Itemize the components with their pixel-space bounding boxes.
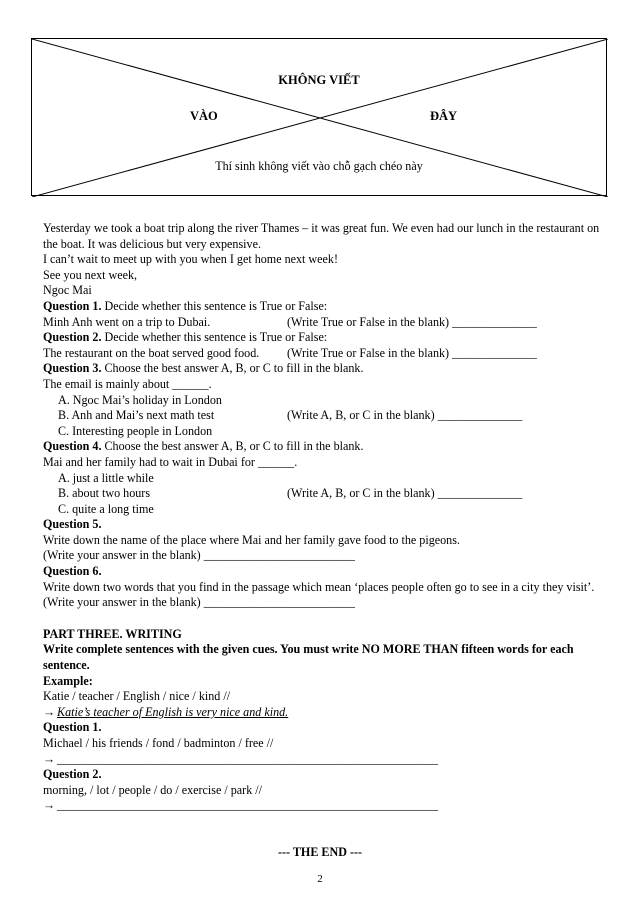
- question-3-option-a: A. Ngoc Mai’s holiday in London: [58, 392, 222, 407]
- question-5-answer-blank[interactable]: (Write your answer in the blank) _________________________: [43, 548, 355, 563]
- passage-line: I can’t wait to meet up with you when I get home next week!: [43, 252, 338, 267]
- page-number: 2: [317, 873, 323, 885]
- question-3-option-c: C. Interesting people in London: [58, 423, 213, 438]
- writing-question-2-answer-row: [43, 798, 613, 814]
- question-2-instruction: Decide whether this sentence is True or False:: [101, 330, 328, 345]
- question-1-instruction: Decide whether this sentence is True or False:: [101, 298, 328, 313]
- question-5-label: Question 5.: [43, 517, 102, 532]
- question-5-instruction: Write down the name of the place where Mai and her family gave food to the pigeons.: [43, 532, 460, 547]
- writing-question-2-answer-blank[interactable]: _______________________________________________________________: [57, 798, 438, 813]
- passage-paragraph: Yesterday we took a boat trip along the river Thames – it was great fun. We even had our lunch in the restaurant on the boat. It was delicious but very expensive.: [43, 221, 600, 251]
- writing-question-2-cue: morning, / lot / people / do / exercise / park //: [43, 782, 262, 797]
- question-4-answer-blank[interactable]: (Write A, B, or C in the blank) ______________: [287, 486, 523, 501]
- question-3-option-b-row: [43, 408, 613, 424]
- the-end-marker: --- THE END ---: [277, 845, 363, 859]
- section-gap: [43, 611, 613, 627]
- question-2-answer-blank[interactable]: (Write True or False in the blank) ______________: [287, 345, 537, 360]
- question-3-instruction: Choose the best answer A, B, or C to fill in the blank.: [101, 361, 364, 376]
- arrow-icon: →: [43, 704, 56, 719]
- question-6-instruction: Write down two words that you find in the passage which mean ‘places people often go to see in a city they visit’.: [43, 579, 595, 594]
- question-3-label: Question 3.: [43, 361, 102, 376]
- question-4-option-b-row: [43, 486, 613, 502]
- no-write-box: [31, 38, 607, 196]
- question-6-answer-blank[interactable]: (Write your answer in the blank) _________________________: [43, 595, 355, 610]
- writing-question-1-answer-blank[interactable]: _______________________________________________________________: [57, 751, 438, 766]
- part-three-instruction: Write complete sentences with the given cues. You must write NO MORE THAN fifteen words for each sentence.: [43, 642, 574, 673]
- part-three-heading: PART THREE. WRITING: [43, 626, 182, 641]
- question-6-label: Question 6.: [43, 564, 102, 579]
- question-4-label: Question 4.: [43, 439, 102, 454]
- arrow-icon: →: [43, 798, 56, 813]
- question-3-stem: The email is mainly about ______.: [43, 376, 212, 391]
- box-left-label: VÀO: [190, 109, 218, 123]
- question-3-option-b: B. Anh and Mai’s next math test: [58, 408, 215, 423]
- writing-question-1-answer-row: [43, 752, 613, 768]
- example-answer: Katie’s teacher of English is very nice and kind.: [57, 704, 289, 719]
- writing-question-1-cue: Michael / his friends / fond / badminton / free //: [43, 736, 274, 750]
- question-1: [43, 299, 613, 315]
- arrow-icon: →: [43, 751, 56, 766]
- box-note: Thí sinh không viết vào chỗ gạch chéo này: [215, 159, 423, 173]
- question-4-stem: Mai and her family had to wait in Dubai for ______.: [43, 454, 298, 469]
- question-4-option-c: C. quite a long time: [58, 501, 154, 516]
- question-3-answer-blank[interactable]: (Write A, B, or C in the blank) ______________: [287, 408, 523, 423]
- question-2-label: Question 2.: [43, 330, 102, 345]
- example-cue: Katie / teacher / English / nice / kind //: [43, 689, 231, 704]
- question-2-sentence: The restaurant on the boat served good food.: [43, 345, 260, 360]
- writing-question-2-label: Question 2.: [43, 767, 102, 782]
- passage-closing: See you next week,: [43, 267, 138, 282]
- box-right-label: ĐÂY: [430, 109, 458, 123]
- question-2: [43, 330, 613, 346]
- question-2-item: [43, 346, 613, 362]
- exam-content: [43, 221, 613, 814]
- question-1-answer-blank[interactable]: (Write True or False in the blank) ______________: [287, 314, 537, 329]
- question-1-sentence: Minh Anh went on a trip to Dubai.: [43, 314, 211, 329]
- passage-signature: Ngoc Mai: [43, 283, 92, 298]
- question-4-option-b: B. about two hours: [58, 486, 151, 501]
- example-label: Example:: [43, 673, 93, 688]
- writing-question-1-label: Question 1.: [43, 720, 102, 735]
- question-4-option-a: A. just a little while: [58, 470, 154, 485]
- example-answer-row: [43, 705, 613, 721]
- question-1-label: Question 1.: [43, 298, 102, 313]
- question-4: [43, 439, 613, 455]
- question-3: [43, 361, 613, 377]
- box-title: KHÔNG VIẾT: [278, 73, 360, 87]
- question-1-item: [43, 315, 613, 331]
- question-4-instruction: Choose the best answer A, B, or C to fill in the blank.: [101, 439, 364, 454]
